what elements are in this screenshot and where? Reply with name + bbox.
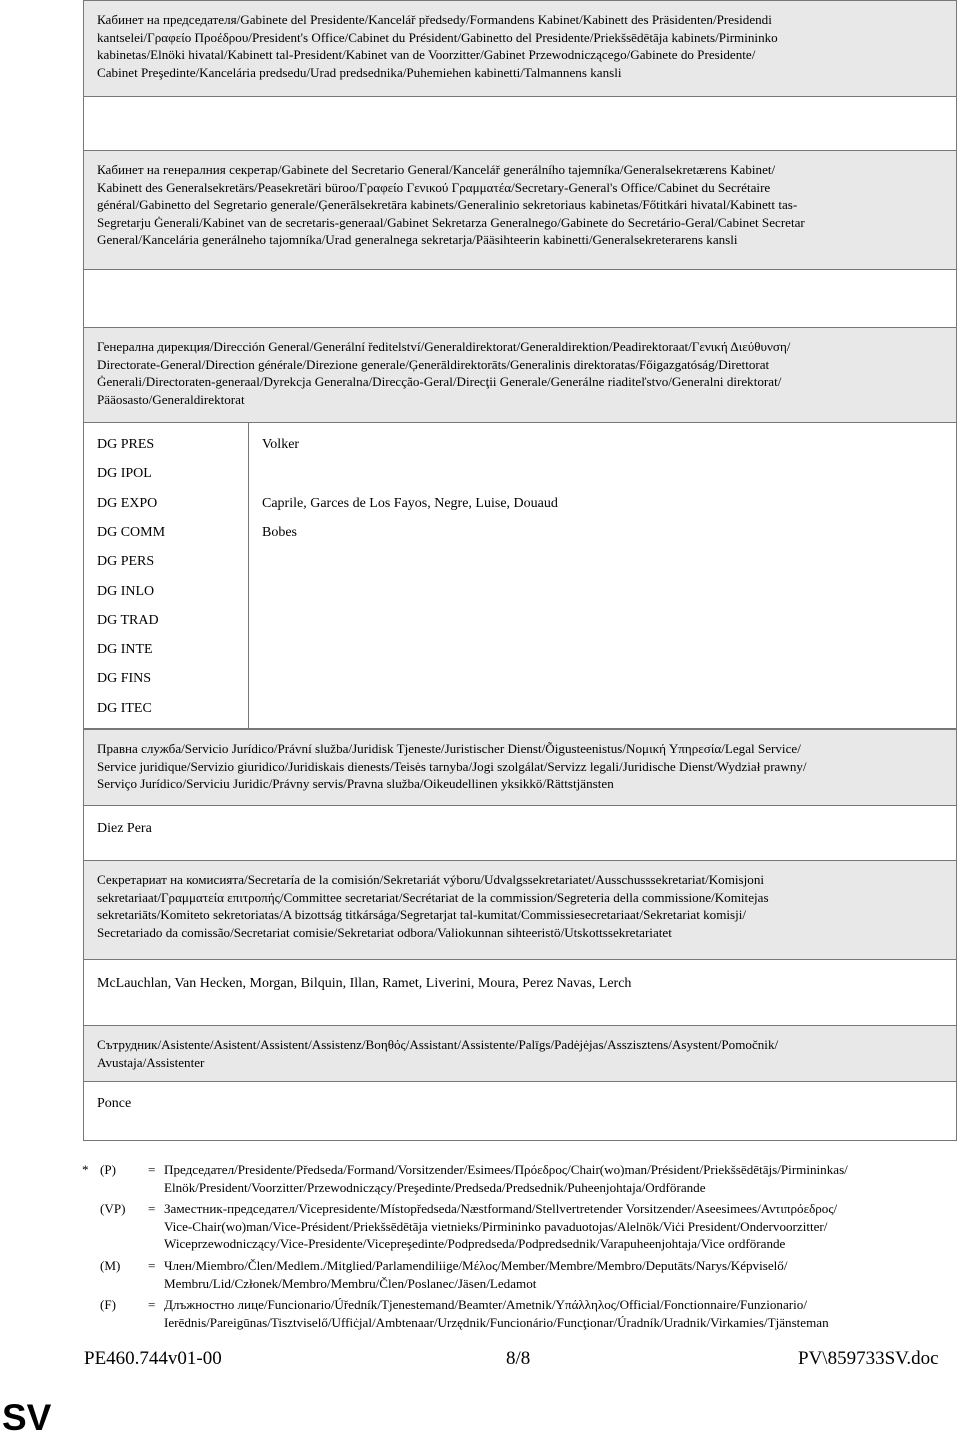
note-chair: * (P) = Председател/Presidente/Předseda/Formand/Vorsitzender/Esimees/Πρόεδρος/Chair(wo)man/Président/Priekšsēdētājs/Pirmininkas/ Elnök/President/Voorzitter/Przewodniczący/Preşedinte/Predseda/Predsednik/Puheenjohtaja/Ordförande bbox=[82, 1162, 848, 1195]
dg-row bbox=[84, 583, 956, 612]
dg-table bbox=[84, 422, 956, 729]
dg-row bbox=[84, 495, 956, 524]
section-header-assistant: Сътрудник/Asistente/Asistent/Assistent/Assistenz/Βοηθός/Assistant/Assistente/Palīgs/Padėjėjas/Asszisztens/Asystent/Pomočnik/ Avustaja/Assistenter bbox=[84, 1025, 956, 1082]
dg-row bbox=[84, 700, 956, 729]
dg-code: DG PERS bbox=[97, 554, 155, 570]
dg-row bbox=[84, 612, 956, 641]
dg-row bbox=[84, 465, 956, 494]
dg-names: Volker bbox=[262, 437, 300, 452]
footer-doc-ref: PE460.744v01-00 bbox=[84, 1348, 222, 1369]
dg-row bbox=[84, 553, 956, 582]
dg-names: Bobes bbox=[262, 524, 297, 540]
note-official: (F) = Длъжностно лице/Funcionario/Úředník/Tjenestemand/Beamter/Ametnik/Υπάλληλος/Official/Fonctionnaire/Funzionario/ Ierēdnis/Pareigūnas/Tisztviselő/Uffiċjal/Ambtenaar/Urzędnik/Funcionário/Funcţionar/Úradník/Uradnik/Virkamies/Tjänsteman bbox=[100, 1297, 829, 1330]
dg-code: DG PRES bbox=[97, 437, 155, 452]
section-header-committee-secretariat: Секретариат на комисията/Secretaría de la comisión/Sekretariát výboru/Udvalgssekretariatet/Ausschusssekretariat/Komisjoni sekretariaat/Γραμματεία επιτροπής/Committee secretariat/Secrétariat de la commission/Segreteria della commissione/Komitejas sekretariāts/Komiteto sekretoriatas/A bizottság titkársága/Segretarjat tal-kumitat/Commissiesecretariaat/Sekretariat komisji/ Secretariado da comissão/Secretariat comisie/Sekretariat odbora/Valiokunnan sihteeristö/Utskottssekretariatet bbox=[84, 860, 956, 960]
note-vice-chair: (VP) = Заместник-председател/Vicepresidente/Místopředseda/Næstformand/Stellvertretender Vorsitzender/Aseesimees/Αντιπρόεδρος/ Vice-Chair(wo)man/Vice-Président/Priekšsēdētāja vietnieks/Pirmininko pavaduotojas/Alelnök/Viċi President/Ondervoorzitter/ Wiceprzewodniczący/Vice-Presidente/Vicepreşedinte/Podpredseda/Podpredsednik/Varapuheenjohtaja/Vice ordförande bbox=[100, 1201, 838, 1252]
abbreviation-notes bbox=[82, 1161, 960, 1335]
footer-page-number: 8/8 bbox=[506, 1348, 531, 1369]
dg-code: DG TRAD bbox=[97, 612, 159, 628]
dg-names: Caprile, Garces de Los Fayos, Negre, Luise, Douaud bbox=[262, 495, 558, 511]
dg-row bbox=[84, 670, 956, 699]
note-member: (M) = Член/Miembro/Člen/Medlem./Mitglied/Parlamendiliige/Μέλος/Member/Membre/Membro/Deputāts/Narys/Képviselő/ Membru/Lid/Członek/Membro/Membru/Člen/Poslanec/Jäsen/Ledamot bbox=[100, 1257, 788, 1291]
committee-secretariat-names: McLauchlan, Van Hecken, Morgan, Bilquin, Illan, Ramet, Liverini, Moura, Perez Navas, Lerch bbox=[97, 976, 632, 991]
assistant-names: Ponce bbox=[97, 1096, 132, 1111]
section-header-president-cabinet: Кабинет на председателя/Gabinete del Presidente/Kancelář předsedy/Formandens Kabinet/Kabinett des Präsidenten/Presidendi kantselei/Γραφείο Προέδρου/President's Office/Cabinet du Président/Gabinetto del Presidente/Priekšsēdētāja kabinets/Pirmininko kabinetas/Elnöki hivatal/Kabinett tal-President/Kabinet van de Voorzitter/Gabinet Przewodniczącego/Gabinete do Presidente/ Cabinet Preşedinte/Kancelária predsedu/Urad predsednika/Puhemiehen kabinetti/Talmannens kansli bbox=[84, 0, 956, 97]
dg-code: DG ITEC bbox=[97, 700, 152, 716]
dg-code: DG IPOL bbox=[97, 466, 152, 482]
dg-row bbox=[84, 524, 956, 553]
dg-row bbox=[84, 641, 956, 670]
section-header-secretary-general-cabinet: Кабинет на генералния секретар/Gabinete del Secretario General/Kancelář generálního tajemníka/Generalsekretærens Kabinet/ Kabinett des Generalsekretärs/Peasekretäri büroo/Γραφείο Γενικού Γραμματέα/Secretary-General's Office/Cabinet du Secrétaire général/Gabinetto del Segretario generale/Ģenerālsekretāra kabinets/Generalinio sekretoriaus kabinetas/Főtitkári hivatal/Kabinett tas- Segretarju Ġenerali/Kabinet van de secretaris-generaal/Gabinet Sekretarza Generalnego/Gabinete do Secretário-Geral/Cabinet Secretar General/Kancelária generálneho tajomníka/Urad generalnega sekretarja/Pääsihteerin kabinetti/Generalsekreterarens kansli bbox=[84, 150, 956, 270]
dg-code: DG FINS bbox=[97, 671, 152, 687]
language-code: SV bbox=[2, 1397, 52, 1438]
section-header-legal-service: Правна служба/Servicio Jurídico/Právní služba/Juridisk Tjeneste/Juristischer Dienst/Õigusteenistus/Νομική Υπηρεσία/Legal Service/ Service juridique/Servizio giuridico/Juridiskais dienests/Teisės tarnyba/Jogi szolgálat/Servizz legali/Juridische Dienst/Wydział prawny/ Serviço Jurídico/Serviciu Juridic/Právny servis/Pravna služba/Oikeudellinen yksikkö/Rättstjänsten bbox=[84, 729, 956, 806]
dg-code: DG COMM bbox=[97, 524, 166, 540]
dg-code: DG INTE bbox=[97, 642, 153, 658]
dg-code: DG INLO bbox=[97, 583, 155, 599]
legal-service-names: Diez Pera bbox=[97, 821, 152, 836]
dg-code: DG EXPO bbox=[97, 495, 158, 511]
section-header-directorate-general: Генерална дирекция/Dirección General/Generální ředitelství/Generaldirektorat/Generaldirektion/Peadirektoraat/Γενική Διεύθυνση/ Directorate-General/Direction générale/Direzione generale/Ģenerāldirektorāts/Generalinis direktoratas/Főigazgatóság/Direttorat Ġenerali/Directoraten-generaal/Dyrekcja Generalna/Direcção-Geral/Direcţii Generale/Generálne riaditeľstvo/Generalni direktorat/ Pääosasto/Generaldirektorat bbox=[84, 327, 956, 423]
dg-row bbox=[84, 436, 956, 465]
footer-file-name: PV\859733SV.doc bbox=[798, 1348, 939, 1369]
